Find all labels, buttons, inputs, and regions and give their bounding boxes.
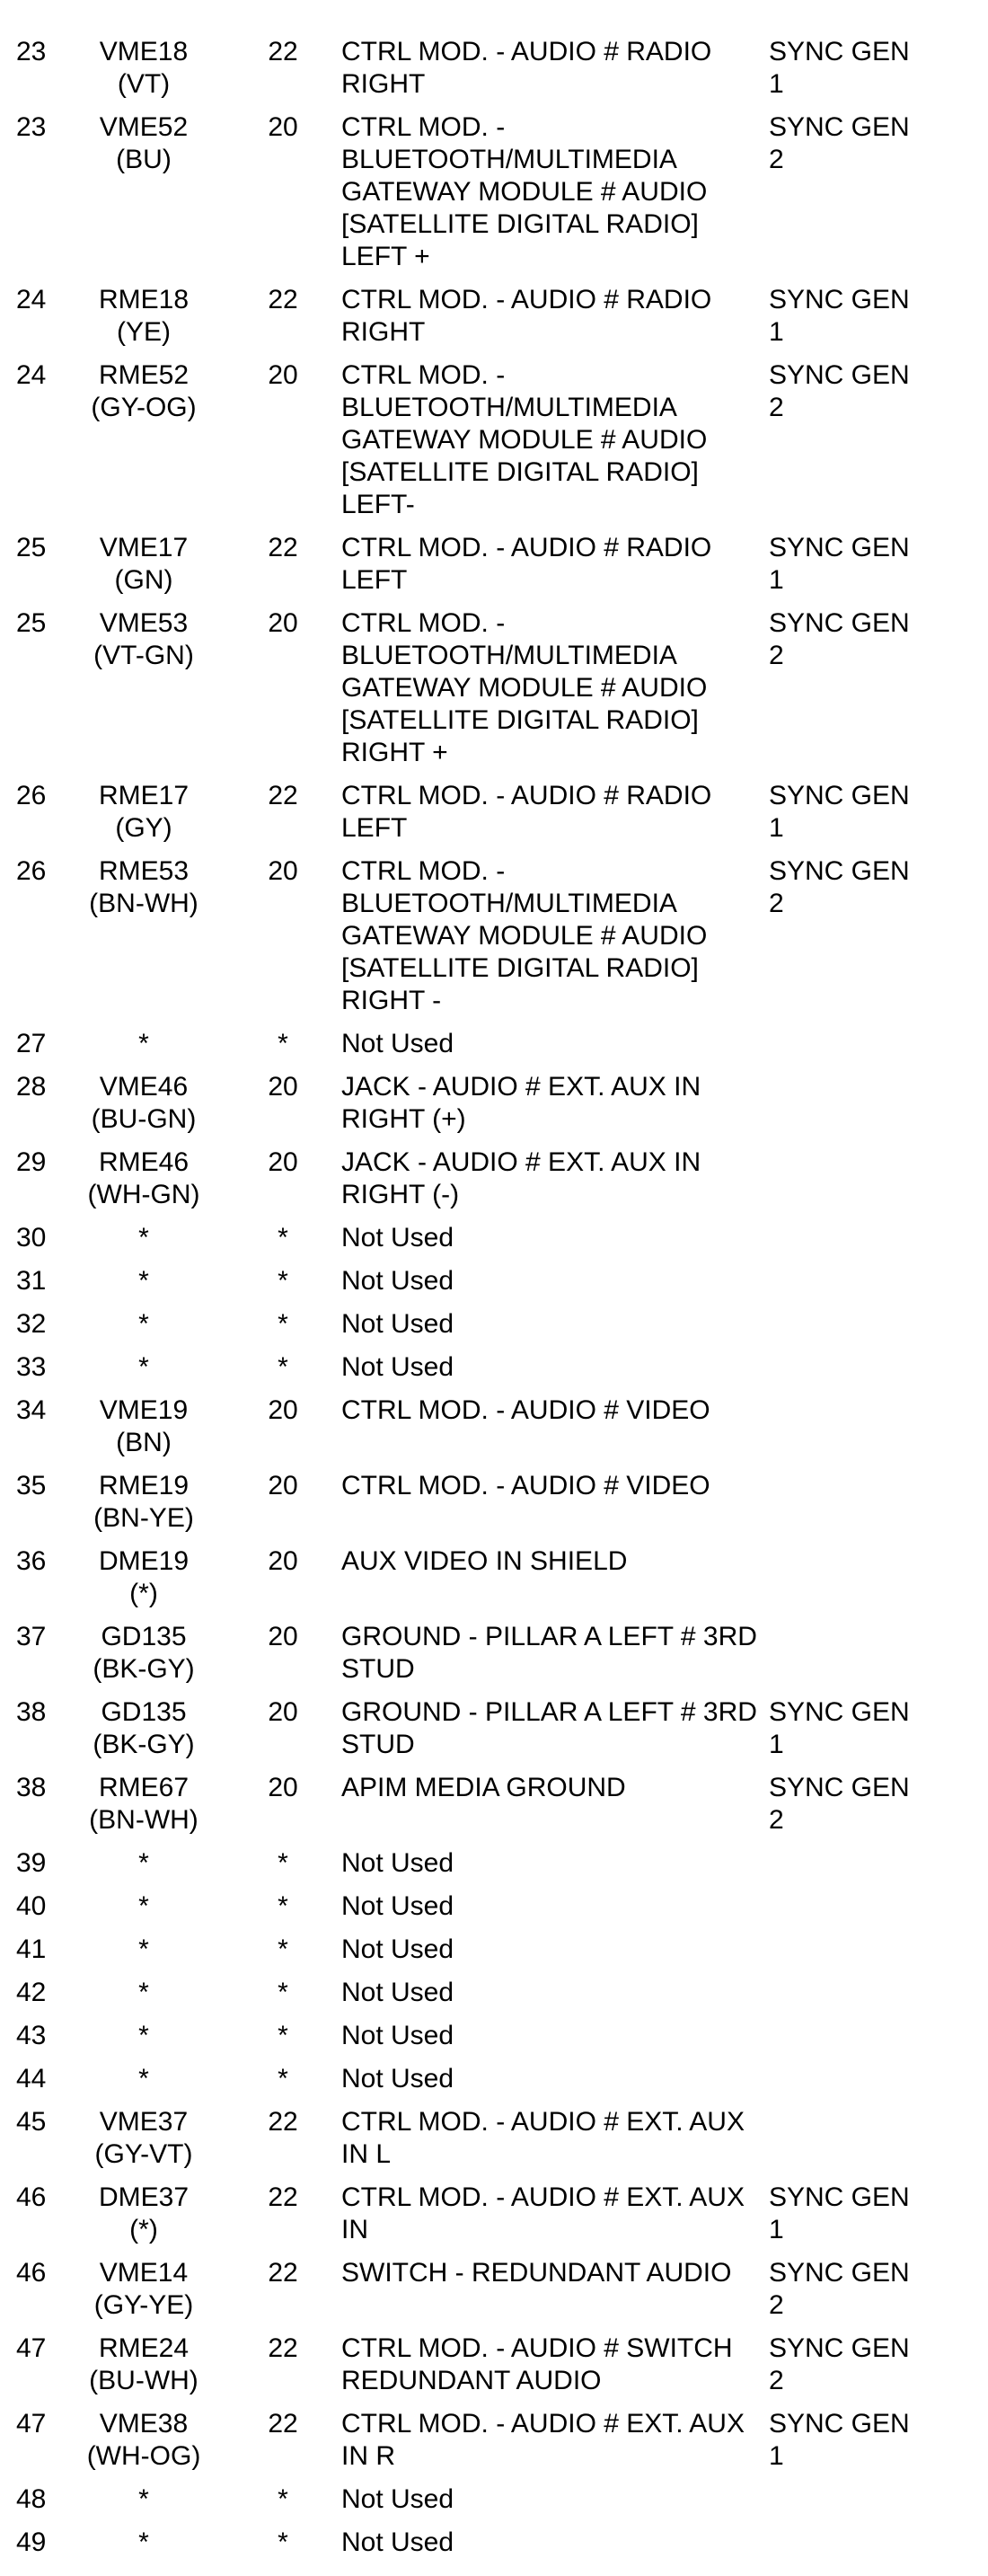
wire-gauge-cell: 20 [268,112,298,142]
circuit-function-cell: CTRL MOD. - BLUETOOTH/MULTIMEDIA GATEWAY MODULE # AUDIO [SATELLITE DIGITAL RADIO] RIGHT + [341,608,708,767]
circuit-function-cell: CTRL MOD. - AUDIO # SWITCH REDUNDANT AUDIO [341,2333,733,2395]
circuit-function-cell: CTRL MOD. - AUDIO # EXT. AUX IN L [341,2107,745,2169]
pin-number-cell: 28 [16,1072,47,1102]
wire-gauge-cell: 22 [268,533,298,562]
circuit-cell: VME38 (WH-OG) [86,2409,201,2471]
note-cell: SYNC GEN 2 [769,1773,910,1835]
wire-gauge-cell: * [278,2527,288,2557]
circuit-cell: RME19 (BN-YE) [93,1471,194,1533]
circuit-cell: VME19 (BN) [99,1395,189,1457]
table-row [16,2527,977,2570]
circuit-cell: DME37 (*) [98,2182,190,2244]
table-row [16,1696,977,1772]
circuit-cell: * [138,1934,149,1964]
note-cell [769,1071,977,1146]
wire-gauge-cell: 22 [268,781,298,810]
circuit-cell: VME17 (GN) [99,533,189,595]
note-cell [769,1146,977,1222]
pin-number-cell: 25 [16,533,47,562]
circuit-cell: GD135 (BK-GY) [93,1622,195,1684]
circuit-cell: * [138,1352,149,1382]
circuit-function-cell: CTRL MOD. - AUDIO # EXT. AUX IN R [341,2409,745,2471]
table-row [16,2063,977,2106]
note-cell: SYNC GEN 1 [769,533,910,595]
pin-number-cell: 31 [16,1266,47,1296]
circuit-function-cell: Not Used [341,2064,454,2094]
wire-gauge-cell: 20 [268,1395,298,1425]
circuit-function-cell: CTRL MOD. - BLUETOOTH/MULTIMEDIA GATEWAY MODULE # AUDIO [SATELLITE DIGITAL RADIO] LEFT- [341,360,708,519]
note-cell [769,1545,977,1621]
note-cell [769,1977,977,2020]
circuit-function-cell: CTRL MOD. - AUDIO # VIDEO [341,1471,710,1500]
note-cell [769,1890,977,1934]
circuit-cell: RME18 (YE) [98,285,190,347]
table-row [16,1222,977,1265]
note-cell [769,1934,977,1977]
table-row [16,1621,977,1696]
pin-number-cell: 23 [16,112,47,142]
table-row [16,1146,977,1222]
note-cell: SYNC GEN 1 [769,2182,910,2244]
wire-gauge-cell: * [278,1309,288,1339]
circuit-cell: * [138,2021,149,2050]
wire-gauge-cell: 20 [268,1147,298,1177]
circuit-function-cell: AUX VIDEO IN SHIELD [341,1546,628,1576]
wire-gauge-cell: 20 [268,360,298,390]
table-row [16,1394,977,1470]
wire-gauge-cell: 20 [268,1546,298,1576]
connector-pinout-table [16,36,977,2570]
note-cell [769,1470,977,1545]
pin-number-cell: 38 [16,1697,47,1727]
table-row [16,1265,977,1308]
table-row [16,2483,977,2527]
wire-gauge-cell: 22 [268,2107,298,2137]
pinout-table-body [16,36,977,2570]
pin-number-cell: 49 [16,2527,47,2557]
table-row [16,1890,977,1934]
wire-gauge-cell: * [278,1891,288,1921]
pin-number-cell: 37 [16,1622,47,1651]
circuit-function-cell: Not Used [341,1352,454,1382]
circuit-function-cell: JACK - AUDIO # EXT. AUX IN RIGHT (-) [341,1147,701,1209]
table-row [16,2020,977,2063]
pin-number-cell: 46 [16,2258,47,2288]
note-cell: SYNC GEN 2 [769,2258,910,2320]
pin-number-cell: 32 [16,1309,47,1339]
note-cell [769,1847,977,1890]
pin-number-cell: 26 [16,856,47,886]
circuit-function-cell: Not Used [341,1029,454,1058]
table-row [16,111,977,284]
circuit-function-cell: CTRL MOD. - BLUETOOTH/MULTIMEDIA GATEWAY MODULE # AUDIO [SATELLITE DIGITAL RADIO] LEFT + [341,112,708,271]
table-row [16,284,977,359]
pin-number-cell: 48 [16,2484,47,2514]
wire-gauge-cell: 20 [268,1072,298,1102]
circuit-cell: * [138,1223,149,1253]
note-cell [769,1308,977,1351]
note-cell [769,2106,977,2182]
circuit-function-cell: Not Used [341,1848,454,1878]
table-row [16,532,977,607]
table-row [16,1351,977,1394]
note-cell: SYNC GEN 2 [769,112,910,174]
table-row [16,1545,977,1621]
circuit-function-cell: Not Used [341,1891,454,1921]
circuit-cell: * [138,1029,149,1058]
circuit-function-cell: SWITCH - REDUNDANT AUDIO [341,2258,732,2288]
wire-gauge-cell: * [278,1978,288,2007]
wire-gauge-cell: * [278,1848,288,1878]
note-cell: SYNC GEN 2 [769,608,910,670]
note-cell [769,1028,977,1071]
pin-number-cell: 35 [16,1471,47,1500]
table-row [16,855,977,1028]
circuit-function-cell: GROUND - PILLAR A LEFT # 3RD STUD [341,1622,757,1684]
note-cell [769,2483,977,2527]
table-row [16,2257,977,2333]
wire-gauge-cell: * [278,2021,288,2050]
table-row [16,1772,977,1847]
pin-number-cell: 25 [16,608,47,638]
wire-gauge-cell: 22 [268,2258,298,2288]
circuit-cell: VME53 (VT-GN) [93,608,194,670]
circuit-cell: VME18 (VT) [99,37,189,99]
table-row [16,2408,977,2483]
pin-number-cell: 34 [16,1395,47,1425]
circuit-function-cell: CTRL MOD. - AUDIO # RADIO LEFT [341,781,712,843]
table-row [16,780,977,855]
pin-number-cell: 47 [16,2333,47,2363]
circuit-function-cell: CTRL MOD. - BLUETOOTH/MULTIMEDIA GATEWAY MODULE # AUDIO [SATELLITE DIGITAL RADIO] RIGHT - [341,856,708,1015]
circuit-function-cell: CTRL MOD. - AUDIO # RADIO LEFT [341,533,712,595]
wire-gauge-cell: 20 [268,1471,298,1500]
pin-number-cell: 41 [16,1934,47,1964]
circuit-cell: * [138,1266,149,1296]
wire-gauge-cell: * [278,2064,288,2094]
wire-gauge-cell: * [278,2484,288,2514]
pin-number-cell: 42 [16,1978,47,2007]
table-row [16,1934,977,1977]
circuit-function-cell: Not Used [341,2484,454,2514]
circuit-function-cell: CTRL MOD. - AUDIO # VIDEO [341,1395,710,1425]
note-cell [769,1394,977,1470]
circuit-cell: * [138,2484,149,2514]
table-row [16,1847,977,1890]
note-cell [769,2063,977,2106]
wire-gauge-cell: 22 [268,2182,298,2212]
circuit-cell: * [138,1309,149,1339]
table-row [16,1470,977,1545]
pin-number-cell: 44 [16,2064,47,2094]
circuit-cell: * [138,1978,149,2007]
circuit-function-cell: APIM MEDIA GROUND [341,1773,626,1802]
circuit-cell: RME24 (BU-WH) [89,2333,198,2395]
table-row [16,2333,977,2408]
table-row [16,607,977,780]
pin-number-cell: 27 [16,1029,47,1058]
circuit-function-cell: JACK - AUDIO # EXT. AUX IN RIGHT (+) [341,1072,701,1134]
circuit-function-cell: Not Used [341,1223,454,1253]
circuit-cell: VME46 (BU-GN) [91,1072,197,1134]
pin-number-cell: 30 [16,1223,47,1253]
wire-gauge-cell: 20 [268,1697,298,1727]
circuit-function-cell: Not Used [341,2527,454,2557]
note-cell: SYNC GEN 1 [769,2409,910,2471]
circuit-cell: VME52 (BU) [99,112,189,174]
wire-gauge-cell: 22 [268,285,298,314]
table-row [16,1028,977,1071]
pin-number-cell: 45 [16,2107,47,2137]
note-cell: SYNC GEN 2 [769,2333,910,2395]
circuit-cell: RME46 (WH-GN) [87,1147,200,1209]
circuit-cell: RME17 (GY) [98,781,190,843]
pin-number-cell: 43 [16,2021,47,2050]
circuit-cell: RME67 (BN-WH) [89,1773,198,1835]
circuit-function-cell: Not Used [341,1978,454,2007]
note-cell: SYNC GEN 1 [769,781,910,843]
wire-gauge-cell: 20 [268,1773,298,1802]
note-cell [769,2527,977,2570]
pin-number-cell: 26 [16,781,47,810]
wire-gauge-cell: * [278,1934,288,1964]
wire-gauge-cell: 22 [268,2333,298,2363]
pin-number-cell: 40 [16,1891,47,1921]
circuit-function-cell: Not Used [341,1266,454,1296]
pin-number-cell: 46 [16,2182,47,2212]
note-cell [769,1222,977,1265]
note-cell [769,2020,977,2063]
circuit-function-cell: Not Used [341,1934,454,1964]
circuit-cell: * [138,2064,149,2094]
note-cell: SYNC GEN 2 [769,360,910,422]
wire-gauge-cell: 20 [268,856,298,886]
table-row [16,1977,977,2020]
wire-gauge-cell: 22 [268,2409,298,2439]
circuit-function-cell: Not Used [341,2021,454,2050]
circuit-cell: GD135 (BK-GY) [93,1697,195,1759]
pin-number-cell: 29 [16,1147,47,1177]
wire-gauge-cell: 22 [268,37,298,66]
note-cell [769,1351,977,1394]
pin-number-cell: 39 [16,1848,47,1878]
circuit-function-cell: CTRL MOD. - AUDIO # RADIO RIGHT [341,285,712,347]
circuit-function-cell: GROUND - PILLAR A LEFT # 3RD STUD [341,1697,757,1759]
note-cell: SYNC GEN 2 [769,856,910,918]
note-cell [769,1265,977,1308]
table-row [16,359,977,532]
circuit-cell: RME53 (BN-WH) [89,856,198,918]
circuit-cell: * [138,1891,149,1921]
pin-number-cell: 24 [16,285,47,314]
wire-gauge-cell: * [278,1352,288,1382]
pin-number-cell: 38 [16,1773,47,1802]
wire-gauge-cell: 20 [268,608,298,638]
circuit-cell: RME52 (GY-OG) [91,360,197,422]
wire-gauge-cell: * [278,1266,288,1296]
note-cell [769,1621,977,1696]
circuit-cell: * [138,2527,149,2557]
table-row [16,2182,977,2257]
pin-number-cell: 24 [16,360,47,390]
pin-number-cell: 23 [16,37,47,66]
note-cell: SYNC GEN 1 [769,285,910,347]
pin-number-cell: 33 [16,1352,47,1382]
wire-gauge-cell: 20 [268,1622,298,1651]
circuit-cell: DME19 (*) [98,1546,190,1608]
circuit-cell: VME14 (GY-YE) [93,2258,194,2320]
note-cell: SYNC GEN 1 [769,1697,910,1759]
circuit-cell: * [138,1848,149,1878]
wire-gauge-cell: * [278,1223,288,1253]
pin-number-cell: 36 [16,1546,47,1576]
wire-gauge-cell: * [278,1029,288,1058]
table-row [16,1071,977,1146]
note-cell: SYNC GEN 1 [769,37,910,99]
table-row [16,36,977,111]
table-row [16,2106,977,2182]
pin-number-cell: 47 [16,2409,47,2439]
circuit-cell: VME37 (GY-VT) [94,2107,193,2169]
circuit-function-cell: CTRL MOD. - AUDIO # EXT. AUX IN [341,2182,745,2244]
circuit-function-cell: Not Used [341,1309,454,1339]
circuit-function-cell: CTRL MOD. - AUDIO # RADIO RIGHT [341,37,712,99]
table-row [16,1308,977,1351]
